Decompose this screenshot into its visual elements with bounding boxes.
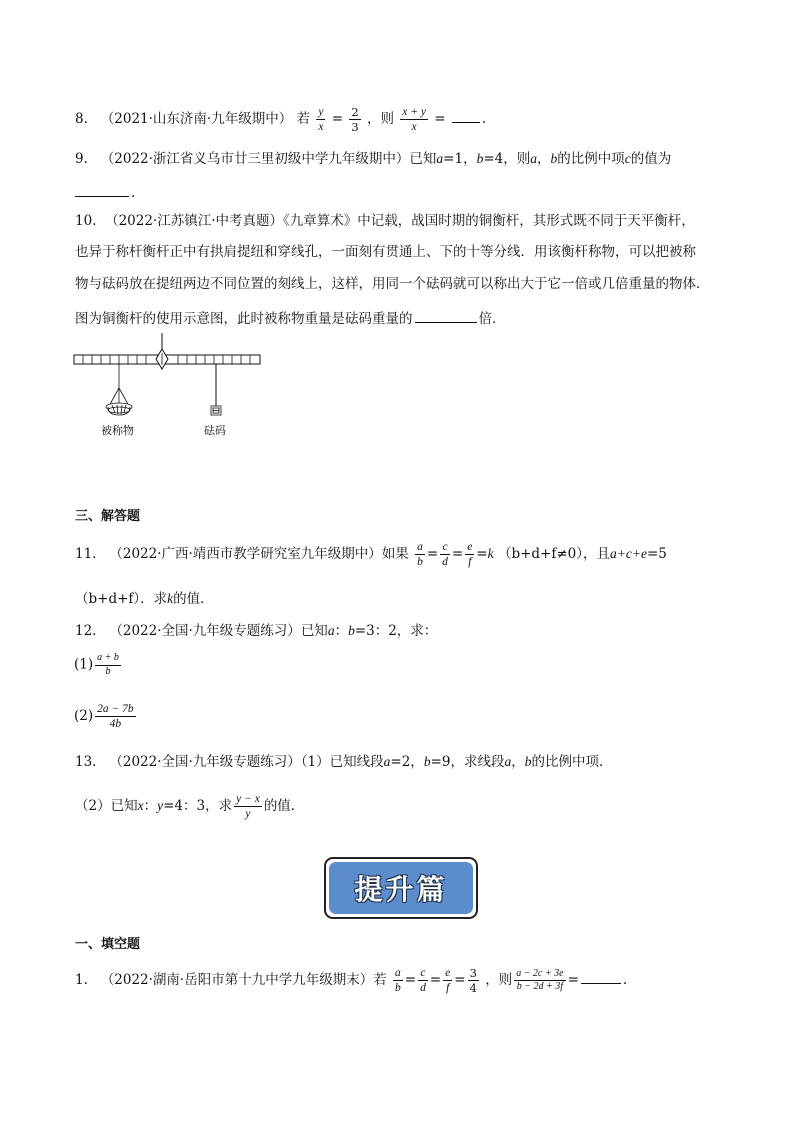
question-number: 8. [75,111,88,128]
question-10-line-1: 10. （2022·江苏镇江·中考真题）《九章算术》中记载，战国时期的铜衡杆，其形式既不同于天平衡杆， [75,213,695,229]
question-source: （2022·全国·九年级专题练习） [109,623,301,639]
question-number: 13. [75,754,97,770]
question-9: 9. （2022·浙江省义乌市廿三里初级中学九年级期中）已知a=1，b=4，则a，b的比例中项c的值为 [75,151,672,167]
question-source: （2021·山东济南·九年级期中） [100,111,293,128]
fraction-xy-over-x: $\frac{x + y}{x}$ [402,106,426,134]
fraction-e-over-f: $\frac{e}{f}$ [467,541,473,569]
question-13: 13. （2022·全国·九年级专题练习）（1）已知线段a=2，b=9，求线段a，b的比例中项． [75,754,613,770]
advanced-section-banner [324,857,478,919]
question-8: 8. （2021·山东济南·九年级期中） 若 $\frac{y}{x}$ = $\frac{2}{3}$ ，则 $\frac{x + y}{x}$ = . [75,105,487,135]
fraction-2-over-3: $\frac{2}{3}$ [351,105,359,135]
question-number: 12. [75,623,97,639]
answer-blank[interactable] [75,184,129,197]
banner-title: 提升篇 [354,873,448,906]
question-10-line-3: 物与砝码放在提纽两边不同位置的刻线上，这样，用同一个砝码就可以称出大于它一倍或几倍重量的物体． [75,276,710,292]
question-10-line-2: 也异于称杆衡杆正中有拱肩提纽和穿线孔，一面刻有贯通上、下的十等分线．用该衡杆称物，可以把被称 [75,244,696,260]
problem-1: 1. （2022·湖南·岳阳市第十九中学九年级期末）若 $\frac{a}{b}$ = $\frac{c}{d}$ = $\frac{e}{f}$ = $\frac{3}{4}$ ，则 $\frac{a - 2c + 3e}{b - 2d + 3f}$ = . [75,966,628,996]
fraction-a-over-b: $\frac{a}{b}$ [395,967,401,995]
fraction-3-over-4: $\frac{3}{4}$ [469,966,477,996]
question-source: （2022·广西·靖西市教学研究室九年级期中） [109,546,382,563]
fraction-a-over-b: $\frac{a}{b}$ [417,541,423,569]
section-heading-fill-in: 一、填空题 [75,937,141,952]
fraction-a-plus-b-over-b: $\frac{a + b}{b}$ [97,652,119,677]
fraction-2a-minus-7b-over-4b: $\frac{2a - 7b}{4b}$ [97,703,134,731]
fraction-c-over-d: $\frac{c}{d}$ [442,541,448,569]
fraction-e-over-f: $\frac{e}{f}$ [445,967,451,995]
fraction-combination: $\frac{a - 2c + 3e}{b - 2d + 3f}$ [516,967,564,993]
question-number: 11. [75,546,97,563]
question-12-part-2: (2) $\frac{2a - 7b}{4b}$ [74,703,134,731]
question-13-line-2: （2）已知x：y=4：3，求 $\frac{y - x}{y}$ 的值． [75,793,305,821]
fraction-c-over-d: $\frac{c}{d}$ [420,967,426,995]
question-12: 12. （2022·全国·九年级专题练习）已知a：b=3：2，求： [75,623,438,639]
question-number: 1. [75,972,88,989]
answer-blank[interactable] [415,310,477,323]
question-number: 10. [75,213,97,229]
answer-blank[interactable] [581,971,621,984]
figure-label-weight: 砝码 [204,424,226,437]
question-11: 11. （2022·广西·靖西市教学研究室九年级期中）如果 $\frac{a}{b}$ = $\frac{c}{d}$ = $\frac{e}{f}$ =k （b+d+f≠0），且a+c+e=5 [75,541,667,569]
weighed-object [106,403,132,415]
question-10-line-4: 图为铜衡杆的使用示意图，此时被称物重量是砝码重量的 倍． [75,311,506,327]
question-9-answer-line: . [75,184,135,201]
question-12-part-1: (1) $\frac{a + b}{b}$ [74,652,119,677]
question-source: （2022·湖南·岳阳市第十九中学九年级期末） [100,972,374,989]
figure-label-weighed-object: 被称物 [101,424,134,437]
section-heading-answer-questions: 三、解答题 [75,509,141,524]
question-source: （2022·全国·九年级专题练习） [109,754,301,770]
question-11-line-2: （b+d+f）．求k的值． [75,591,214,607]
fraction-y-minus-x-over-y: $\frac{y - x}{y}$ [236,793,260,821]
weight-block [211,406,221,415]
answer-blank[interactable] [452,110,480,123]
question-source: （2022·浙江省义乌市廿三里初级中学九年级期中） [100,151,410,167]
question-number: 9. [75,151,88,167]
fraction-y-over-x: $\frac{y}{x}$ [318,106,324,134]
